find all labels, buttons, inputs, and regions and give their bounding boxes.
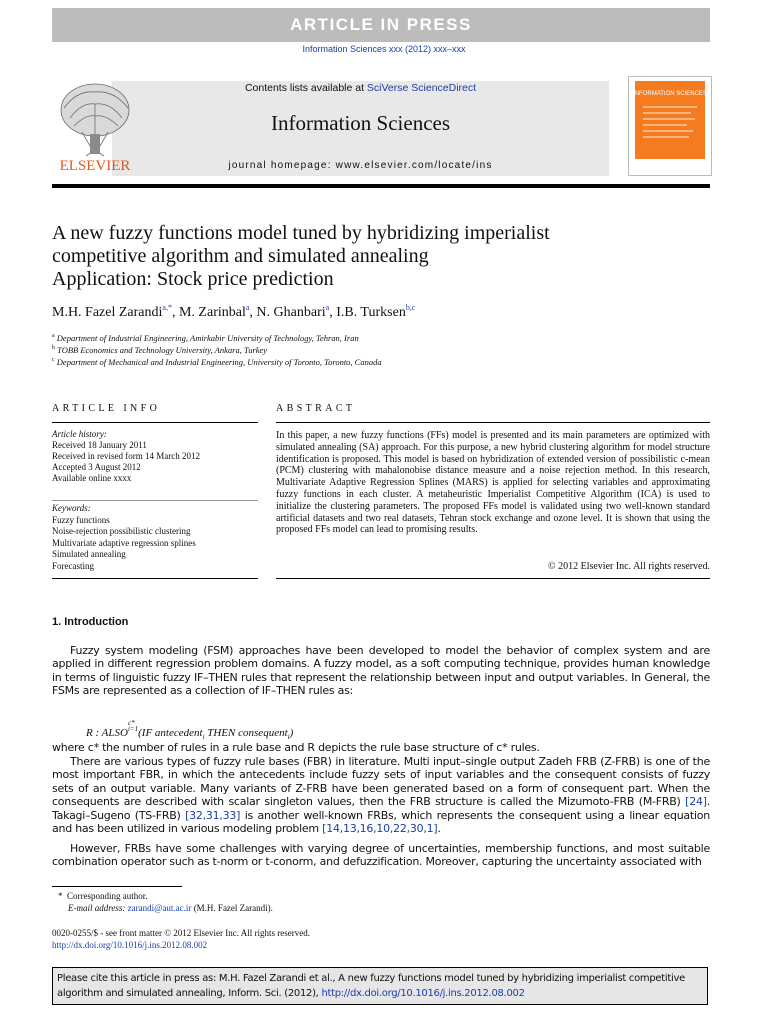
author-affiliation-mark[interactable]: a xyxy=(245,303,250,312)
article-info-rule xyxy=(52,422,258,423)
keyword: Noise-rejection possibilistic clustering xyxy=(52,526,191,537)
keywords-label: Keywords: xyxy=(52,503,91,513)
author-name[interactable]: M.H. Fazel Zarandi xyxy=(52,305,163,320)
author-affiliation-mark[interactable]: b,c xyxy=(405,303,416,312)
copyright-notice: © 2012 Elsevier Inc. All rights reserved. xyxy=(547,561,710,572)
journal-homepage[interactable]: journal homepage: www.elsevier.com/locate/ins xyxy=(228,160,493,171)
history-entry: Available online xxxx xyxy=(52,473,132,483)
author-name[interactable]: N. Ghanbari xyxy=(256,305,326,320)
author-name[interactable]: I.B. Turksen xyxy=(336,305,406,320)
equation-consequent: THEN consequent xyxy=(204,727,288,739)
affiliation-mark: a xyxy=(52,333,55,340)
paragraph-text: is another well-known FRBs, which represents the consequent using a linear equation and has been utilized in various modeling problem xyxy=(52,808,710,836)
affiliation-text: Department of Mechanical and Industrial Engineering, University of Toronto, Toronto, Canada xyxy=(56,357,382,367)
author-separator: , xyxy=(329,305,337,320)
doi-link[interactable]: http://dx.doi.org/10.1016/j.ins.2012.08.002 xyxy=(52,940,208,950)
title-line: Application: Stock price prediction xyxy=(52,268,334,290)
affiliation-mark: c xyxy=(52,357,55,364)
article-title xyxy=(52,222,712,291)
paragraph-text: . xyxy=(437,822,441,836)
journal-cover-image xyxy=(628,76,712,176)
keywords xyxy=(52,503,258,573)
paragraph: Fuzzy system modeling (FSM) approaches have been developed to model the behavior of complex system and are applied in different regression problem domains. A fuzzy model, as a soft computing technique, provides human knowledge in terms of linguistic fuzzy IF–THEN rules that represent the relationship between input and output variables. In General, the FSMs are represented as a collection of IF–THEN rules as: xyxy=(52,644,710,698)
contents-line xyxy=(112,82,609,94)
citation-link[interactable]: [14,13,16,10,22,30,1] xyxy=(322,822,438,836)
keyword: Fuzzy functions xyxy=(52,514,110,525)
affiliation-mark: b xyxy=(52,345,55,352)
cite-text: Please cite this article in press as: M.H. Fazel Zarandi et al., A new fuzzy functions model tuned by hybridizing imperialist competitive algorithm and simulated annealing, Inform. Sci. (2012), xyxy=(57,973,685,999)
paragraph: where c* the number of rules in a rule base and R depicts the rule base structure of c* rules. xyxy=(52,741,540,754)
equation-limits xyxy=(128,720,138,732)
article-info-heading: ARTICLE INFO xyxy=(52,403,161,414)
title-line: competitive algorithm and simulated annealing xyxy=(52,245,429,267)
history-label: Article history: xyxy=(52,429,107,439)
keyword: Forecasting xyxy=(52,560,94,571)
masthead-rule xyxy=(52,184,710,188)
abstract-heading: ABSTRACT xyxy=(276,403,356,414)
email-note xyxy=(68,903,273,913)
author-separator: , xyxy=(171,305,179,320)
author-affiliation-mark[interactable]: a,* xyxy=(162,303,172,312)
equation-index: i xyxy=(202,733,205,742)
section-heading: 1. Introduction xyxy=(52,616,129,628)
history-keywords-rule xyxy=(52,500,258,501)
author-name[interactable]: M. Zarinbal xyxy=(178,305,246,320)
rule-base-equation xyxy=(86,720,293,741)
article-history xyxy=(52,429,258,484)
affiliation-text: Department of Industrial Engineering, Amirkabir University of Technology, Tehran, Iran xyxy=(56,333,359,343)
affiliation xyxy=(52,333,359,343)
equation-sup: c* xyxy=(127,719,135,727)
paragraph: However, FRBs have some challenges with varying degree of uncertainties, membership functions, and most suitable combination operator such as t-norm or t-conorm, and defuzzification. Moreover, capturing the uncertainty associated with xyxy=(52,842,710,869)
affiliation xyxy=(52,345,267,355)
article-in-press-banner: ARTICLE IN PRESS xyxy=(52,8,710,42)
abstract-rule xyxy=(276,422,710,423)
email-owner: (M.H. Fazel Zarandi). xyxy=(191,903,273,913)
keyword: Simulated annealing xyxy=(52,549,126,560)
equation-antecedent: (IF antecedent xyxy=(138,727,203,739)
article-info-bottom-rule xyxy=(52,578,258,579)
author-affiliation-mark[interactable]: a xyxy=(325,303,330,312)
journal-reference-link[interactable]: Information Sciences xxx (2012) xxx–xxx xyxy=(302,44,466,54)
contents-prefix: Contents lists available at xyxy=(244,82,367,94)
history-entry: Accepted 3 August 2012 xyxy=(52,462,141,472)
paragraph-text: There are various types of fuzzy rule bases (FBR) in literature. Multi input–single output Zadeh FRB (Z-FRB) is one of the most important FBR, in which the antecedents include fuzzy sets of input variables and the consequent consists of fuzzy sets of an output variable. Many variants of Z-FRB have been generated based on a form of consequent part. When the consequents are described with scalar singleton values, then the FRB structure is called the Mizumoto-FRB (M-FRB) xyxy=(52,755,710,809)
author-list xyxy=(52,303,712,321)
cite-this-article-box xyxy=(52,967,708,1005)
affiliation xyxy=(52,357,382,367)
paragraph-text: . Takagi–Sugeno (TS-FRB) xyxy=(52,795,710,822)
author-separator: , xyxy=(249,305,257,320)
history-entry: Received 18 January 2011 xyxy=(52,440,147,450)
elsevier-wordmark: ELSEVIER xyxy=(59,158,131,174)
email-link[interactable]: zarandi@aut.ac.ir xyxy=(127,903,192,913)
journal-name: Information Sciences xyxy=(270,111,451,135)
sciencedirect-link[interactable]: SciVerse ScienceDirect xyxy=(366,82,477,94)
equation-head: R : ALSO xyxy=(86,727,128,739)
paragraph xyxy=(52,755,710,835)
footnote-text: Corresponding author. xyxy=(67,891,148,901)
abstract-text: In this paper, a new fuzzy functions (FFs) model is presented and its main parameters are optimized with simulated annealing (SA) approach. For this purpose, a new hybrid clustering algorithm for model structure identification is proposed. This model is based on hybridization of extended version of possibilistic c-mean (PCM) clustering with mahalonobise distance measure and a noise rejection method. In this research, Multivariate Adaptive Regression Splines (MARS) is applied for selecting variables and approximating fuzzy functions in each cluster. A metaheuristic Imperialist Competitive Algorithm (ICA) is used to initialize the clustering parameters. The proposed FFs model is validated using two well-known standard artificial datasets and two real datasets, Tehran stock exchange and ozone level. It is shown that using the proposed FFs model can lead to promising results. xyxy=(276,430,710,536)
citation-link[interactable]: [24] xyxy=(685,795,707,809)
citation-link[interactable]: [32,31,33] xyxy=(185,808,241,822)
history-entry: Received in revised form 14 March 2012 xyxy=(52,451,200,461)
affiliation-text: TOBB Economics and Technology University, Ankara, Turkey xyxy=(57,345,268,355)
abstract-bottom-rule xyxy=(276,578,710,579)
email-label: E-mail address: xyxy=(68,903,128,913)
cite-doi-link[interactable]: http://dx.doi.org/10.1016/j.ins.2012.08.002 xyxy=(321,988,525,999)
cover-title: INFORMATION SCIENCES xyxy=(633,91,707,97)
corresponding-author-note: * Corresponding author. xyxy=(58,891,148,901)
footnote-rule xyxy=(52,886,182,887)
issn-line: 0020-0255/$ - see front matter © 2012 Elsevier Inc. All rights reserved. xyxy=(52,928,311,938)
keyword: Multivariate adaptive regression splines xyxy=(52,537,196,548)
equation-close: ) xyxy=(289,727,294,739)
equation-index: i xyxy=(287,733,290,742)
equation-sub: i=1 xyxy=(127,725,139,733)
title-line: A new fuzzy functions model tuned by hybridizing imperialist xyxy=(52,222,550,244)
